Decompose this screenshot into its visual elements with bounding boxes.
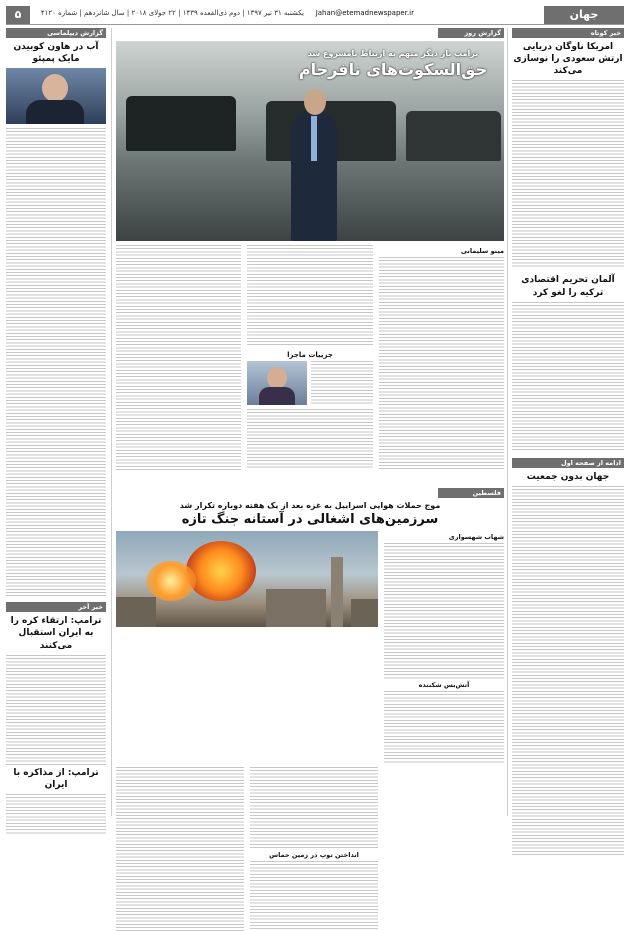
right-tag-2: ادامه از صفحه اول [512, 458, 624, 468]
center-kicker: ترامپ بار دیگر متهم به ارتباط نامشروع شد [307, 49, 479, 58]
right-third-body [512, 486, 624, 856]
details-box-title: جزییات ماجرا [287, 351, 333, 359]
center-tag: گزارش روز [438, 28, 504, 38]
gaza-airstrike-photo [116, 531, 378, 627]
left-headline: آب در هاون کوبیدن مایک پمپئو [13, 42, 99, 65]
gaza-body-col-2 [250, 767, 378, 931]
right-third-headline: جهان بدون جمعیت [526, 471, 610, 482]
column-rule-left [111, 28, 112, 816]
left-article-body [6, 128, 106, 598]
center-body-col-1 [379, 245, 504, 471]
left-second-headline: ترامپ: ارتقاء‌ کره را به ایران استقبال می‌کنند [10, 616, 102, 651]
left-column [6, 28, 106, 816]
right-headline: امریکا ناوگان دریایی ارتش سعودی را نوسازی می‌کند [513, 42, 623, 77]
dateline: یکشنبه ۳۱ تیر ۱۳۹۷ | دوم ذی‌القعده ۱۴۳۹ | ۲۲ جولای ۲۰۱۸ | سال شانزدهم | شماره ۴۱۲۰ [40, 9, 304, 17]
right-tag: خبر کوتاه [512, 28, 624, 38]
center-bottom-article [116, 488, 504, 859]
spokesperson-photo [247, 361, 307, 405]
left-third-body [6, 794, 106, 834]
center-body-col-2 [247, 245, 372, 471]
center-body-col-3 [116, 245, 241, 471]
left-tag: گزارش دیپلماسی [6, 28, 106, 38]
gaza-headline: سرزمین‌های اشغالی در آستانه جنگ تازه [181, 512, 439, 527]
section-email: Jahan@etemadnewspaper.ir [315, 9, 414, 17]
center-author: مینو سلیمانی [460, 247, 504, 255]
gaza-body-col-3 [116, 767, 244, 931]
left-second-body [6, 655, 106, 765]
left-third-headline: ترامپ: از مذاکره با ایران [13, 767, 99, 790]
gaza-body-col-1 [384, 531, 504, 763]
gaza-kicker: موج حملات هوایی اسراییل به غزه بعد از یک هفته دوباره تکرار شد [179, 501, 441, 510]
column-rule [507, 28, 508, 816]
masthead [6, 6, 624, 25]
gaza-subhead-2: انداختن توپ در زمین حماس [269, 851, 359, 859]
trump-lawyer-photo [116, 41, 504, 241]
page-number: ۵ [6, 6, 30, 24]
right-second-body [512, 302, 624, 452]
pompeo-photo [6, 68, 106, 124]
left-tag-2: خبر آخر [6, 602, 106, 612]
right-column [512, 28, 624, 816]
right-article-body [512, 80, 624, 268]
center-headline: حق‌السکوت‌های نافرجام [298, 60, 488, 79]
gaza-subhead-1: آتش‌بس شکننده [418, 681, 470, 689]
center-top-article [116, 28, 504, 468]
section-title: جهان [544, 6, 624, 24]
gaza-author: شهاب شهسواری [448, 533, 504, 541]
right-second-headline: آلمان تحریم اقتصادی ترکیه را لغو کرد [521, 275, 615, 298]
center-bottom-tag: فلسطین [438, 488, 504, 498]
